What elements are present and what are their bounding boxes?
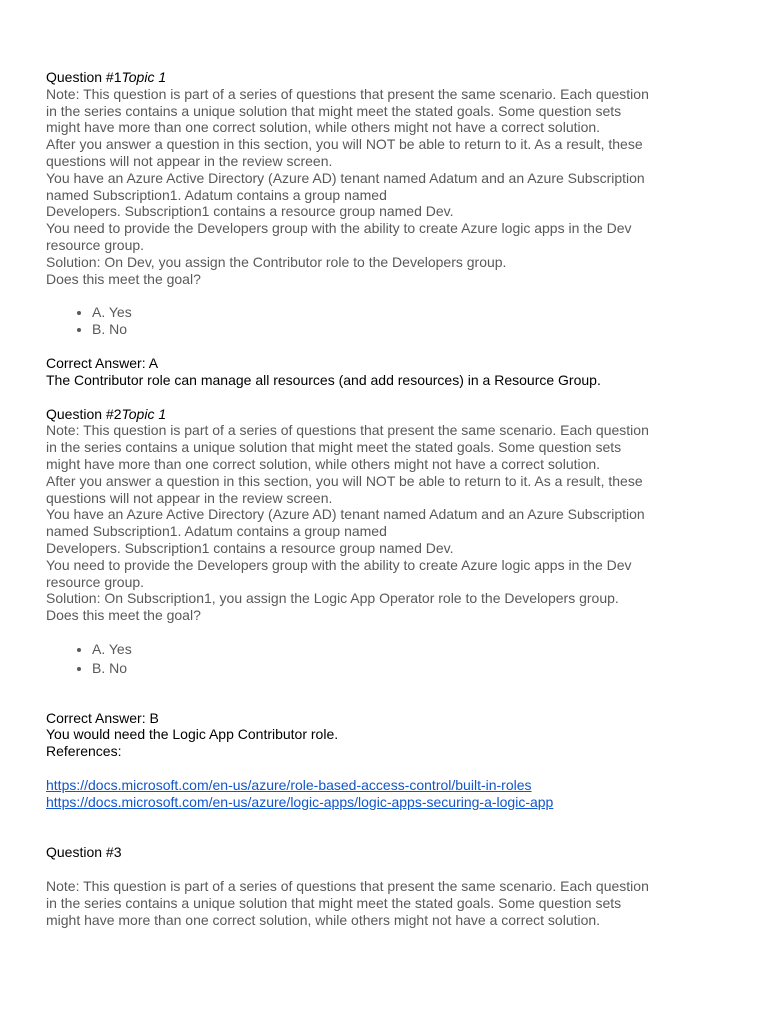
answer-options <box>46 641 726 677</box>
explanation: The Contributor role can manage all resources (and add resources) in a Resource Group. <box>46 371 601 388</box>
body-line: Developers. Subscription1 contains a resource group named Dev. <box>46 539 454 556</box>
body-line: questions will not appear in the review screen. <box>46 489 333 506</box>
body-line: questions will not appear in the review screen. <box>46 152 333 169</box>
reference-link[interactable]: https://docs.microsoft.com/en-us/azure/logic-apps/logic-apps-securing-a-logic-app <box>46 793 554 810</box>
topic-label: Topic 1 <box>121 69 167 85</box>
answer-options <box>46 304 726 338</box>
body-line: might have more than one correct solution, while others might not have a correct solution. <box>46 119 601 136</box>
question-2 <box>46 406 726 811</box>
question-body <box>46 422 726 624</box>
body-line: You have an Azure Active Directory (Azure AD) tenant named Adatum and an Azure Subscription <box>46 506 645 523</box>
body-line: in the series contains a unique solution that might meet the stated goals. Some question sets <box>46 439 622 456</box>
body-line: named Subscription1. Adatum contains a group named <box>46 523 387 540</box>
body-line: After you answer a question in this section, you will NOT be able to return to it. As a result, these <box>46 136 643 153</box>
question-title: Question #1Topic 1 <box>46 69 167 85</box>
question-title: Question #3 <box>46 844 122 861</box>
body-line: You have an Azure Active Directory (Azure AD) tenant named Adatum and an Azure Subscription <box>46 169 645 186</box>
body-line: You need to provide the Developers group with the ability to create Azure logic apps in the Dev <box>46 220 632 237</box>
body-line: Does this meet the goal? <box>46 270 201 287</box>
topic-label: Topic 1 <box>121 405 167 422</box>
references-label: References: <box>46 743 122 760</box>
body-line: Solution: On Dev, you assign the Contributor role to the Developers group. <box>46 253 507 270</box>
question-3 <box>46 844 726 928</box>
correct-answer: Correct Answer: B <box>46 709 159 726</box>
question-1 <box>46 69 726 389</box>
option-a: • A. Yes <box>92 304 726 321</box>
body-line: After you answer a question in this section, you will NOT be able to return to it. As a result, these <box>46 472 643 489</box>
option-b: • B. No <box>92 321 726 338</box>
reference-link[interactable]: https://docs.microsoft.com/en-us/azure/role-based-access-control/built-in-roles <box>46 776 532 793</box>
body-line: might have more than one correct solution, while others might not have a correct solution. <box>46 911 601 928</box>
question-title: Question #2Topic 1 <box>46 405 167 422</box>
body-line: Note: This question is part of a series of questions that present the same scenario. Each question <box>46 85 649 102</box>
explanation: You would need the Logic App Contributor role. <box>46 726 339 743</box>
question-body <box>46 86 726 288</box>
correct-answer: Correct Answer: A <box>46 354 159 371</box>
body-line: Note: This question is part of a series of questions that present the same scenario. Each question <box>46 422 649 439</box>
body-line: in the series contains a unique solution that might meet the stated goals. Some question sets <box>46 895 622 912</box>
body-line: Does this meet the goal? <box>46 607 201 624</box>
body-line: Developers. Subscription1 contains a resource group named Dev. <box>46 203 454 220</box>
body-line: You need to provide the Developers group with the ability to create Azure logic apps in the Dev <box>46 556 632 573</box>
body-line: Solution: On Subscription1, you assign the Logic App Operator role to the Developers group. <box>46 590 619 607</box>
body-line: in the series contains a unique solution that might meet the stated goals. Some question sets <box>46 102 622 119</box>
body-line: resource group. <box>46 236 145 253</box>
document-page <box>46 69 726 929</box>
body-line: named Subscription1. Adatum contains a group named <box>46 186 387 203</box>
option-b: • B. No <box>92 660 726 677</box>
body-line: might have more than one correct solution, while others might not have a correct solution. <box>46 455 601 472</box>
question-body <box>46 878 726 928</box>
body-line: resource group. <box>46 573 145 590</box>
option-a: • A. Yes <box>92 641 726 658</box>
body-line: Note: This question is part of a series of questions that present the same scenario. Each question <box>46 878 649 895</box>
